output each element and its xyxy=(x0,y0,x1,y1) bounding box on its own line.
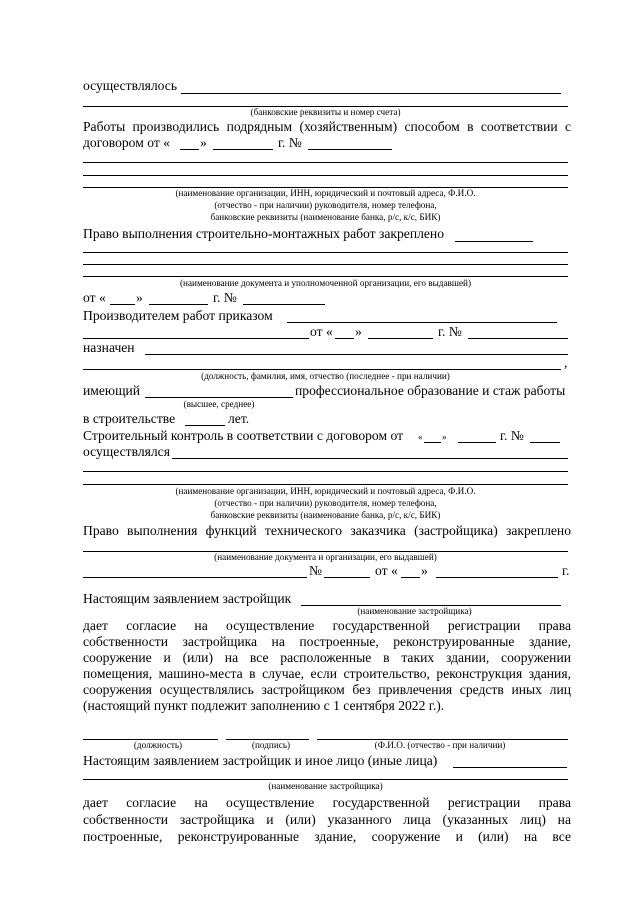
caption-control-org-2: (отчество - при наличии) руководителя, номер телефона, xyxy=(214,498,437,508)
order-field[interactable] xyxy=(287,322,557,323)
control-org-field-2[interactable] xyxy=(83,471,568,472)
order-month-field[interactable] xyxy=(368,338,433,339)
text-having: имеющий xyxy=(83,383,141,398)
caption-position-name: (должность, фамилия, имя, отчество (последнее - при наличии) xyxy=(201,371,450,381)
contract-month-field[interactable] xyxy=(213,149,273,150)
contract-day-field[interactable] xyxy=(180,149,199,150)
caption-developer-name: (наименование застройщика) xyxy=(357,606,472,616)
developer-others-field[interactable] xyxy=(453,767,567,768)
construction-right-field-2[interactable] xyxy=(83,252,568,253)
text-appointed: назначен xyxy=(83,340,135,355)
text-comma: , xyxy=(564,355,568,370)
text-number-sign: № xyxy=(309,563,322,578)
caption-document-org: (наименование документа и уполномоченной организации, его выдавшей) xyxy=(179,278,472,288)
text-quote-close-4: » xyxy=(421,563,428,578)
consent-paragraph-2-line-3: построенные, реконструированные здание, сооружение и (или) на все xyxy=(83,829,571,844)
order-field-2[interactable] xyxy=(83,338,309,339)
text-quote-open-small: « xyxy=(418,432,423,442)
text-in-construction: в строительстве xyxy=(83,411,176,426)
text-quote-close-small: » xyxy=(442,432,447,442)
contractor-field-1[interactable] xyxy=(83,162,568,163)
caption-control-org-3: банковские реквизиты (наименование банка, р/с, к/с, БИК) xyxy=(210,510,441,520)
contract-number-field[interactable] xyxy=(308,149,392,150)
control-number-field[interactable] xyxy=(530,442,560,443)
construction-right-field-4[interactable] xyxy=(83,276,568,277)
consent-paragraph-1-line-2: собственности застройщика на построенные, реконструированные здание, xyxy=(83,634,571,649)
consent-paragraph-1-line-4: помещения, машино-места в случае, если строительство, реконструкция здания, xyxy=(83,666,571,681)
text-year-abbr: г. xyxy=(562,563,570,578)
text-from-2: от « xyxy=(310,324,333,339)
text-developer-and-others: Настоящим заявлением застройщик и иное лицо (иные лица) xyxy=(83,753,438,768)
control-org-field-3[interactable] xyxy=(83,484,568,485)
caption-control-org-1: (наименование организации, ИНН, юридический и почтовый адреса, Ф.И.О. xyxy=(175,486,476,496)
consent-paragraph-2-line-1: дает согласие на осуществление государственной регистрации права xyxy=(83,795,571,810)
construction-right-field-3[interactable] xyxy=(83,264,568,265)
text-from: от « xyxy=(83,290,106,305)
developer-others-field-2[interactable] xyxy=(83,779,568,780)
caption-signature: (подпись) xyxy=(251,740,291,750)
text-from-3: от « xyxy=(375,563,398,578)
text-developer-statement: Настоящим заявлением застройщик xyxy=(83,591,292,606)
consent-paragraph-1-line-3: сооружение и (или) на все расположенные в таких здании, сооружении xyxy=(83,650,571,665)
text-performed: осуществлялся xyxy=(83,444,170,459)
caption-education: (высшее, среднее) xyxy=(183,399,255,409)
text-works-method: Работы производились подрядным (хозяйственным) способом в соответствии с xyxy=(83,119,571,134)
control-day-field[interactable] xyxy=(424,442,441,443)
caption-doc-org-2: (наименование документа и организации, его выдавшей) xyxy=(214,552,437,562)
experience-years-field[interactable] xyxy=(185,425,225,426)
doc-number-field[interactable] xyxy=(243,304,325,305)
control-org-field[interactable] xyxy=(172,458,568,459)
appointed-field-2[interactable] xyxy=(83,369,561,370)
text-technical-customer: Право выполнения функций технического заказчика (застройщика) закреплено xyxy=(83,523,571,538)
construction-right-field[interactable] xyxy=(455,241,533,242)
tech-doc-number-field[interactable] xyxy=(324,577,370,578)
order-day-field[interactable] xyxy=(335,338,354,339)
text-construction-right: Право выполнения строительно-монтажных работ закреплено xyxy=(83,226,444,241)
education-field[interactable] xyxy=(145,397,293,398)
caption-org-details-1: (наименование организации, ИНН, юридический и почтовый адреса, Ф.И.О. xyxy=(175,188,476,198)
text-construction-control: Строительный контроль в соответствии с договором от xyxy=(83,428,404,443)
text-years: лет. xyxy=(228,411,250,426)
caption-full-name: (Ф.И.О. (отчество - при наличии) xyxy=(374,740,506,750)
bank-details-field[interactable] xyxy=(181,93,561,94)
caption-bank-details: (банковские реквизиты и номер счета) xyxy=(250,107,401,117)
text-year-no-4: г. № xyxy=(500,428,524,443)
caption-developer-name-2: (наименование застройщика) xyxy=(268,781,383,791)
doc-day-field[interactable] xyxy=(110,304,135,305)
tech-customer-field-2[interactable] xyxy=(83,577,307,578)
tech-doc-day-field[interactable] xyxy=(401,577,420,578)
text-education-experience: профессиональное образование и стаж работы xyxy=(295,383,566,398)
text-works-manager: Производителем работ приказом xyxy=(83,308,273,323)
text-quote-close-3: » xyxy=(355,324,362,339)
text-quote-close-2: » xyxy=(136,290,143,305)
text-year-no-3: г. № xyxy=(438,324,462,339)
text-quote-close: » xyxy=(200,135,207,150)
consent-paragraph-2-line-2: собственности застройщика и (или) указанного лица (указанных лиц) на xyxy=(83,812,571,827)
text-paid-via: осуществлялось xyxy=(83,78,178,93)
caption-org-details-3: банковские реквизиты (наименование банка, р/с, к/с, БИК) xyxy=(210,212,441,222)
consent-paragraph-1-line-1: дает согласие на осуществление государственной регистрации права xyxy=(83,618,571,633)
contractor-field-2[interactable] xyxy=(83,175,568,176)
text-year-no: г. № xyxy=(278,135,302,150)
appointed-field[interactable] xyxy=(145,354,568,355)
order-number-field[interactable] xyxy=(468,338,568,339)
caption-org-details-2: (отчество - при наличии) руководителя, номер телефона, xyxy=(214,200,437,210)
tech-doc-month-year-field[interactable] xyxy=(436,577,558,578)
text-contract-from: договором от « xyxy=(83,135,170,150)
consent-paragraph-1-line-5: сооружения осуществлялись застройщиком без привлечения средств иных лиц xyxy=(83,682,571,697)
text-year-no-2: г. № xyxy=(213,290,237,305)
consent-paragraph-1-line-6: (настоящий пункт подлежит заполнению с 1 сентября 2022 г.). xyxy=(83,698,445,713)
doc-month-field[interactable] xyxy=(149,304,208,305)
control-month-field[interactable] xyxy=(458,442,496,443)
caption-position: (должность) xyxy=(133,740,183,750)
